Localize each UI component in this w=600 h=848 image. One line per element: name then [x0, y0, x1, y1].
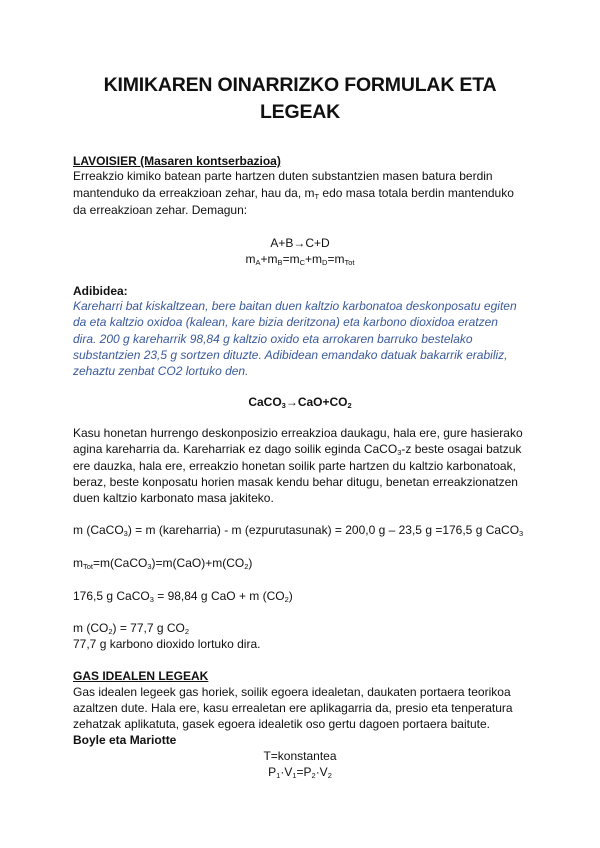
equation-reaction: A+B→C+D — [270, 236, 330, 250]
gas-line: Gas idealen legeek gas horiek, soilik egoera idealetan, daukaten portaera teorikoa — [73, 685, 511, 699]
boyle-heading: Boyle eta Mariotte — [73, 733, 177, 747]
explanation-line: duen kaltzio karbonato masa jakiteko. — [73, 491, 274, 505]
explanation-line: agina kareharria da. Kareharriak ez dago soilik eginda CaCO$_3$-z beste osagai batzuk — [73, 442, 522, 457]
explanation-line: Kasu honetan hurrengo deskonposizio erreakzioa daukagu, hala ere, gure hasierako — [73, 426, 523, 440]
paragraph-line: Erreakzio kimiko batean parte hartzen duten substantzien masen batura berdin — [73, 169, 493, 183]
calc-line-2: $m_{Tot}=m(CaCO_3)=m(CaO)+m(CO_2)$ — [73, 556, 253, 571]
gas-heading: GAS IDEALEN LEGEAK — [73, 669, 209, 683]
explanation-line: beraz, beste konposatu horien masak kendu behar ditugu, benetan erreakzionatzen — [73, 475, 518, 489]
lavoisier-heading: LAVOISIER (Masaren kontserbazioa) — [73, 154, 281, 168]
gas-line: zehatzak aplikatuta, gasek egoera idealetik oso gertu dagoen portaera baitute. — [73, 717, 490, 731]
page-title — [60, 72, 540, 126]
reaction-equation: $CaCO_3\to CaO+CO_2$ — [248, 395, 352, 410]
calc-line-1: m (CaCO$_3$) = m (kareharria) - m (ezpurutasunak) = 200,0 g – 23,5 g =176,5 g CaCO$_3$ — [73, 523, 524, 538]
explanation-line: ere dauzka, hala ere, erreakzio honetan soilik parte hartzen du kaltzio karbonatoak, — [73, 459, 516, 473]
boyle-condition: T=konstantea — [263, 749, 337, 763]
example-line: substantzien 23,5 g sortzen dituzte. Adibidean emandako datuak bakarrik erabiliz, — [73, 348, 508, 362]
title-line-2: LEGEAK — [259, 101, 341, 123]
calc-line-4: m $(CO_2) = 77,7$ g $CO_2$ — [73, 621, 190, 636]
calc-line-5: 77,7 g karbono dioxido lortuko dira. — [73, 637, 261, 651]
example-line: da eta kaltzio oxidoa (kalean, kare bizia deritzona) eta karbono dioxidoa eratzen — [73, 315, 498, 329]
title-line-1: KIMIKAREN OINARRIZKO FORMULAK ETA — [103, 74, 497, 96]
gas-line: azaltzen dute. Hala ere, kasu errealetan ere aplikagarria da, presio eta tenperatura — [73, 701, 513, 715]
example-line: zehaztu zenbat CO2 lortuko den. — [73, 364, 249, 378]
example-line: Kareharri bat kiskaltzean, bere baitan duen kaltzio karbonatoa deskonposatu egiten — [73, 299, 517, 313]
equation-mass: $m_A+m_B=m_C+m_D=m_{Tot}$ — [245, 252, 355, 267]
example-line: dira. 200 g kareharrik 98,84 g kaltzio oxido eta arrokaren barruko bestelako — [73, 332, 473, 346]
boyle-equation: $P_1\cdot V_1=P_2\cdot V_2$ — [268, 765, 332, 780]
paragraph-line: da erreakzioan zehar. Demagun: — [73, 203, 248, 217]
calc-line-3: 176,5 g CaCO$_3$ = 98,84 g CaO + m $(CO_2)$ — [73, 589, 293, 604]
paragraph-line: mantenduko da erreakzioan zehar, hau da, $m_T$ edo masa totala berdin mantenduko — [73, 186, 514, 201]
example-heading: Adibidea: — [73, 284, 128, 298]
